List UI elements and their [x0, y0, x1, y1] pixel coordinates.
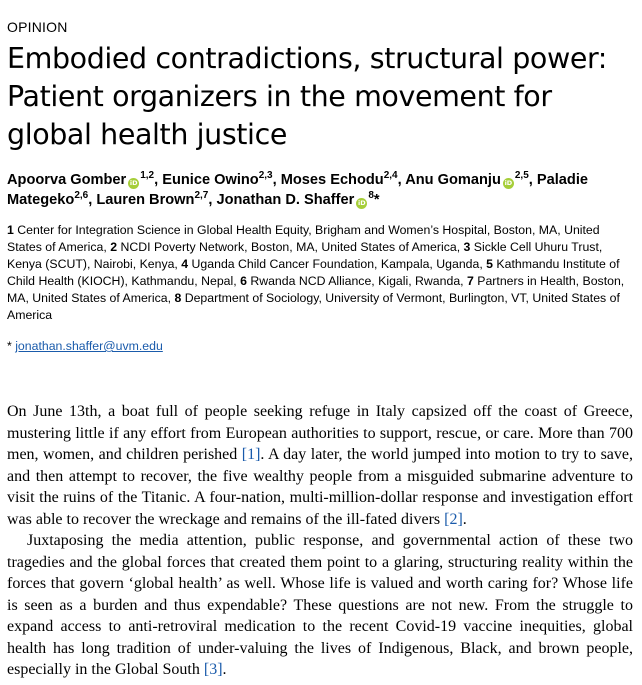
author-affiliation-marker: 1,2 [140, 170, 155, 181]
article-body [7, 401, 633, 681]
author-affiliation-marker: 8 [368, 190, 374, 201]
author-separator: , [208, 192, 217, 208]
affiliation-text: Center for Integration Science in Global Health Equity, Brigham and Women’s Hospital, Boston, MA, United States of America, [7, 223, 600, 254]
author [96, 192, 208, 208]
author-name[interactable]: Anu Gomanju [405, 172, 501, 188]
author-separator: , [88, 192, 97, 208]
affiliation-text: Kathmandu Institute of Child Health (KIOCH), Kathmandu, Nepal, [7, 256, 620, 288]
author-separator: , [272, 172, 281, 188]
body-text-run: . [222, 661, 227, 678]
author-separator: * [373, 192, 380, 208]
orcid-icon[interactable]: iD [358, 199, 366, 207]
affiliation-number: 8 [174, 290, 182, 305]
author-affiliation-marker: 2,7 [194, 190, 209, 201]
citation-link[interactable]: [1] [241, 446, 261, 463]
affiliation-text: Partners in Health, Boston, MA, United States of America, [7, 273, 625, 305]
author-name[interactable]: Eunice Owino [162, 172, 259, 188]
body-text-run: . A day later, the world jumped into motion to try to save, and then attempt to recover, the five wealthy people from a misguided submarine adventure to visit the ruins of the Titanic. A four-nation, multi-million-dollar response and investigation effort was able to recover the wreckage and remains of the ill-fated divers [7, 446, 634, 528]
author-separator: , [397, 172, 406, 188]
author-name[interactable]: Lauren Brown [96, 192, 195, 208]
author-separator: , [154, 172, 163, 188]
affiliation-number: 4 [181, 256, 189, 271]
affiliation-number: 5 [486, 256, 494, 271]
author [162, 172, 272, 188]
author-affiliation-marker: 2,4 [383, 170, 398, 181]
author-name[interactable]: Apoorva Gomber [7, 172, 127, 188]
section-label: OPINION [7, 19, 68, 35]
affiliation-number: 2 [110, 239, 118, 254]
affiliation-text: Uganda Child Cancer Foundation, Kampala, Uganda, [188, 256, 487, 271]
author-list [7, 170, 637, 210]
affiliation-number: 7 [467, 273, 474, 288]
article-title: Embodied contradictions, structural power: Patient organizers in the movement for global health justice [7, 42, 608, 151]
body-paragraph [7, 530, 633, 681]
author-separator: , [528, 172, 537, 188]
author [281, 172, 398, 188]
affiliation-list [7, 222, 637, 323]
author [216, 192, 373, 208]
body-text-run: . [462, 510, 467, 528]
body-paragraph [7, 401, 633, 530]
orcid-icon[interactable]: iD [504, 179, 513, 187]
orcid-icon[interactable]: iD [129, 179, 138, 187]
author-name[interactable]: Jonathan D. Shaffer [216, 192, 355, 208]
author-name[interactable]: Moses Echodu [280, 172, 384, 188]
author-affiliation-marker: 2,5 [514, 170, 529, 181]
affiliation-text: Rwanda NCD Alliance, Kigali, Rwanda, [246, 273, 467, 288]
citation-link[interactable]: [3] [203, 661, 223, 678]
affiliation-text: NCDI Poverty Network, Boston, MA, United States of America, [117, 239, 464, 254]
author-name[interactable]: Paladie Mategeko [7, 172, 588, 208]
affiliation-text: Sickle Cell Uhuru Trust, Kenya (SCUT), Nairobi, Kenya, [7, 239, 603, 271]
affiliation-number: 6 [240, 273, 247, 288]
email-link[interactable]: jonathan.shaffer@uvm.edu [15, 339, 163, 353]
affiliation-number: 1 [7, 223, 14, 237]
citation-link[interactable]: [2] [444, 510, 463, 528]
author-affiliation-marker: 2,6 [74, 190, 89, 201]
author-affiliation-marker: 2,3 [258, 170, 273, 181]
corresponding-email [7, 339, 163, 353]
body-text-run: Juxtaposing the media attention, public response, and governmental action of these two tragedies and the global forces that created them point to a glaring, structuring reality within the forces that govern ‘global health’ as well. Whose life is valued and worth caring for? Whose life is seen as a burden and thus expendable? These questions are not new. From the struggle to expand access to anti-retroviral medication to the recent Covid-19 vaccine inequities, global health has long tradition of under-valuing the lives of Indigenous, Black, and brown people, especially in the Global South [7, 532, 633, 678]
author [405, 172, 529, 188]
body-text-run: On June 13th, a boat full of people seeking refuge in Italy capsized off the coast of Greece, mustering little if any effort from European authorities to support, rescue, or care. More than 700 men, women, and children perished [7, 403, 633, 463]
affiliation-text: Department of Sociology, University of Vermont, Burlington, VT, United States of America [7, 290, 620, 322]
email-prefix: * [7, 339, 16, 353]
author [7, 172, 154, 188]
affiliation-number: 3 [463, 239, 471, 254]
